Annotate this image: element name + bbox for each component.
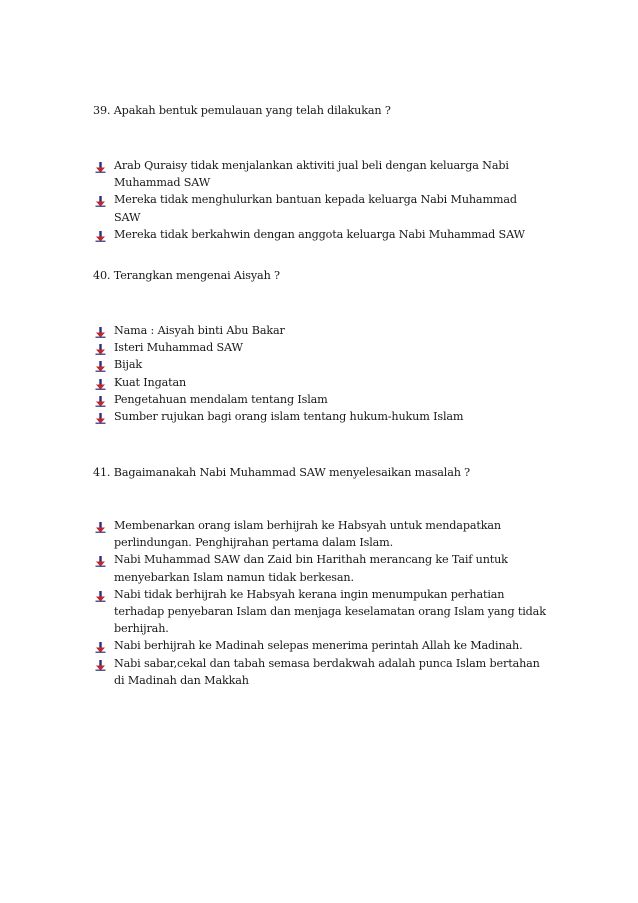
list-item bbox=[93, 356, 538, 373]
arrow-down-bullet-icon bbox=[95, 659, 106, 670]
question-41-answer-list bbox=[93, 517, 553, 689]
answer-text: Arab Quraisy tidak menjalankan aktiviti jual beli dengan keluarga Nabi Muhammad SAW bbox=[114, 159, 509, 190]
answer-text: Kuat Ingatan bbox=[114, 375, 187, 389]
question-41-heading: 41. Bagaimanakah Nabi Muhammad SAW menyelesaikan masalah ? bbox=[93, 466, 471, 479]
answer-text: Nabi sabar,cekal dan tabah semasa berdakwah adalah punca Islam bertahan di Madinah dan Makkah bbox=[114, 656, 540, 687]
arrow-down-bullet-icon bbox=[95, 230, 106, 241]
list-item bbox=[93, 551, 553, 585]
list-item bbox=[93, 391, 538, 408]
arrow-down-bullet-icon bbox=[95, 521, 106, 532]
question-40-heading: 40. Terangkan mengenai Aisyah ? bbox=[93, 269, 280, 282]
answer-text: Nabi berhijrah ke Madinah selepas menerima perintah Allah ke Madinah. bbox=[114, 639, 523, 653]
list-item bbox=[93, 339, 538, 356]
arrow-down-bullet-icon bbox=[95, 395, 106, 406]
list-item bbox=[93, 226, 538, 243]
list-item bbox=[93, 517, 553, 551]
answer-text: Nabi tidak berhijrah ke Habsyah kerana ingin menumpukan perhatian terhadap penyebaran Islam dan menjaga keselamatan orang Islam yang tidak berhijrah. bbox=[114, 587, 546, 636]
arrow-down-bullet-icon bbox=[95, 326, 106, 337]
answer-text: Sumber rujukan bagi orang islam tentang hukum-hukum Islam bbox=[114, 410, 464, 424]
question-40-answer-list bbox=[93, 322, 538, 425]
arrow-down-bullet-icon bbox=[95, 590, 106, 601]
list-item bbox=[93, 157, 538, 191]
list-item bbox=[93, 637, 553, 654]
arrow-down-bullet-icon bbox=[95, 360, 106, 371]
question-39-answer-list bbox=[93, 157, 538, 243]
answer-text: Nama : Aisyah binti Abu Bakar bbox=[114, 324, 285, 337]
list-item bbox=[93, 655, 553, 689]
answer-text: Membenarkan orang islam berhijrah ke Habsyah untuk mendapatkan perlindungan. Penghijrahan pertama dalam Islam. bbox=[114, 519, 501, 550]
list-item bbox=[93, 374, 538, 391]
arrow-down-bullet-icon bbox=[95, 195, 106, 206]
list-item bbox=[93, 408, 538, 425]
arrow-down-bullet-icon bbox=[95, 412, 106, 423]
answer-text: Nabi Muhammad SAW dan Zaid bin Harithah merancang ke Taif untuk menyebarkan Islam namun tidak berkesan. bbox=[114, 553, 508, 584]
arrow-down-bullet-icon bbox=[95, 555, 106, 566]
answer-text: Bijak bbox=[114, 358, 142, 372]
question-39-heading: 39. Apakah bentuk pemulauan yang telah dilakukan ? bbox=[93, 104, 391, 117]
list-item bbox=[93, 191, 538, 225]
arrow-down-bullet-icon bbox=[95, 161, 106, 172]
answer-text: Isteri Muhammad SAW bbox=[114, 341, 243, 355]
arrow-down-bullet-icon bbox=[95, 343, 106, 354]
arrow-down-bullet-icon bbox=[95, 378, 106, 389]
answer-text: Mereka tidak menghulurkan bantuan kepada keluarga Nabi Muhammad SAW bbox=[114, 193, 517, 224]
arrow-down-bullet-icon bbox=[95, 641, 106, 652]
answer-text: Pengetahuan mendalam tentang Islam bbox=[114, 392, 328, 406]
list-item bbox=[93, 586, 553, 638]
list-item bbox=[93, 322, 538, 339]
answer-text: Mereka tidak berkahwin dengan anggota keluarga Nabi Muhammad SAW bbox=[114, 227, 525, 241]
